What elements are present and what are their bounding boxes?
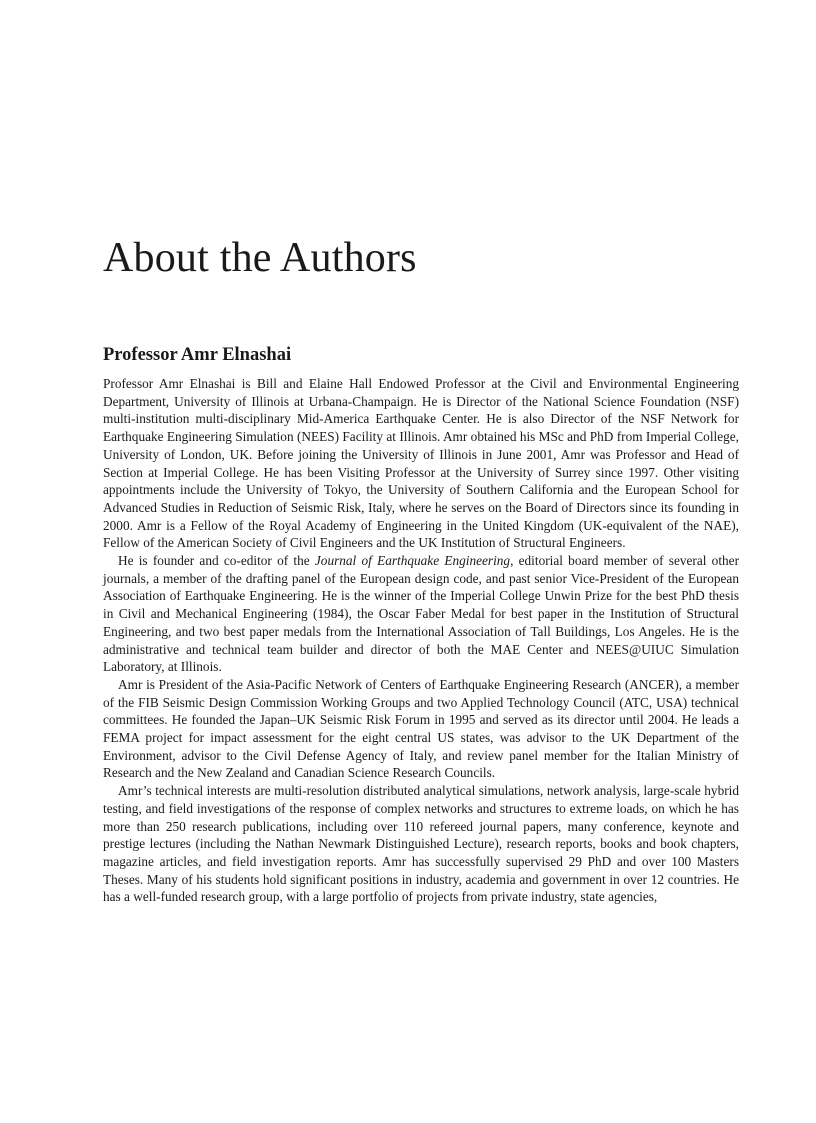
author-biography: [103, 375, 739, 906]
biography-paragraph-4: Amr’s technical interests are multi-resolution distributed analytical simulations, network analysis, large-scale hybrid testing, and field investigations of the response of complex networks and structures to extreme loads, on which he has more than 250 research publications, including over 110 refereed journal papers, many conference, keynote and prestige lectures (including the Nathan Newmark Distinguished Lecture), research reports, books and book chapters, magazine articles, and field investigation reports. Amr has successfully supervised 29 PhD and over 100 Masters Theses. Many of his students hold significant positions in industry, academia and government in over 12 countries. He has a well-funded research group, with a large portfolio of projects from private industry, state agencies,: [103, 783, 739, 905]
chapter-title: About the Authors: [103, 235, 417, 281]
paragraph-text: , editorial board member of several other journals, a member of the drafting panel of the European design code, and past senior Vice-President of the European Association of Earthquake Engineering. He is the winner of the Imperial College Unwin Prize for the best PhD thesis in Civil and Mechanical Engineering (1984), the Oscar Faber Medal for best paper in the Institution of Structural Engineering, and two best paper medals from the International Association of Tall Buildings, Los Angeles. He is the administrative and technical team builder and director of both the MAE Center and NEES@UIUC Simulation Laboratory, at Illinois.: [103, 553, 740, 675]
biography-paragraph-1: Professor Amr Elnashai is Bill and Elaine Hall Endowed Professor at the Civil and Environmental Engineering Department, University of Illinois at Urbana-Champaign. He is Director of the National Science Foundation (NSF) multi-institution multi-disciplinary Mid-America Earthquake Center. He is also Director of the NSF Network for Earthquake Engineering Simulation (NEES) Facility at Illinois. Amr obtained his MSc and PhD from Imperial College, University of London, UK. Before joining the University of Illinois in June 2001, Amr was Professor and Head of Section at Imperial College. He has been Visiting Professor at the University of Surrey since 1997. Other visiting appointments include the University of Tokyo, the University of Southern California and the European School for Advanced Studies in Reduction of Seismic Risk, Italy, where he serves on the Board of Directors since its founding in 2000. Amr is a Fellow of the Royal Academy of Engineering in the United Kingdom (UK-equivalent of the NAE), Fellow of the American Society of Civil Engineers and the UK Institution of Structural Engineers.: [103, 376, 739, 551]
author-heading: Professor Amr Elnashai: [103, 345, 292, 365]
journal-title: Journal of Earthquake Engineering: [314, 553, 511, 569]
biography-paragraph-3: Amr is President of the Asia-Pacific Network of Centers of Earthquake Engineering Research (ANCER), a member of the FIB Seismic Design Commission Working Groups and two Applied Technology Council (ATC, USA) technical committees. He founded the Japan–UK Seismic Risk Forum in 1995 and served as its director until 2004. He leads a FEMA project for impact assessment for the eight central US states, was advisor to the UK Department of the Environment, advisor to the Civil Defense Agency of Italy, and review panel member for the Italian Ministry of Research and the New Zealand and Canadian Science Research Councils.: [103, 676, 739, 781]
biography-paragraph-2: [103, 552, 739, 676]
paragraph-text: He is founder and co-editor of the: [118, 553, 315, 569]
